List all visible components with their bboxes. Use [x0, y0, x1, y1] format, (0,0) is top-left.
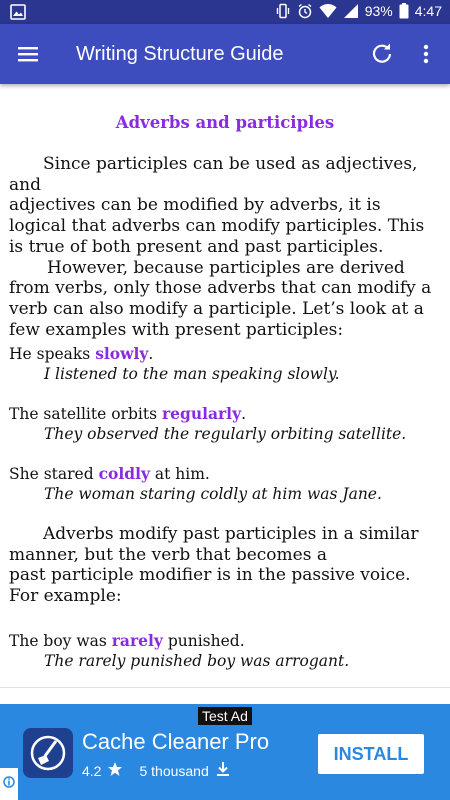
paragraph-line: is true of both present and past participles. [9, 236, 384, 257]
article-content [0, 86, 450, 686]
example-sentence: He speaks slowly. [9, 344, 154, 363]
app-title: Writing Structure Guide [76, 43, 284, 65]
adverb-highlight: slowly [95, 344, 149, 363]
ad-app-name[interactable]: Cache Cleaner Pro [82, 729, 270, 754]
example-participle-sentence: They observed the regularly orbiting satellite. [44, 425, 407, 443]
refresh-icon[interactable] [370, 42, 394, 66]
install-button[interactable]: INSTALL [318, 734, 424, 774]
battery-percent: 93% [364, 3, 393, 19]
star-icon [107, 761, 123, 780]
menu-icon[interactable] [14, 40, 42, 68]
paragraph-line: logical that adverbs can modify participles. This [9, 216, 425, 237]
adchoices-icon[interactable] [0, 768, 18, 800]
paragraph-line: For example: [9, 586, 122, 607]
example-participle-sentence: The woman staring coldly at him was Jane. [44, 485, 382, 503]
example-participle-sentence: The rarely punished boy was arrogant. [44, 652, 350, 670]
ad-downloads: 5 thousand [139, 762, 209, 779]
paragraph-2 [9, 524, 441, 607]
example-sentence: The boy was rarely punished. [9, 631, 245, 650]
adverb-highlight: rarely [111, 631, 163, 650]
battery-icon [399, 3, 409, 19]
paragraph-line: manner, but the verb that becomes a [9, 544, 327, 565]
ad-rating: 4.2 [82, 762, 102, 779]
vibrate-icon [275, 3, 291, 19]
example-sentence: She stared coldly at him. [9, 464, 210, 483]
status-bar [0, 0, 450, 24]
broom-icon[interactable] [23, 728, 73, 778]
paragraph-line: However, because participles are derived [47, 257, 405, 278]
adverb-highlight: coldly [98, 464, 150, 483]
paragraph-line: verb can also modify a participle. Let’s look at a [9, 298, 424, 319]
paragraph-line: Adverbs modify past participles in a similar [43, 524, 419, 544]
paragraph-line: from verbs, only those adverbs that can modify a [9, 278, 432, 299]
ad-banner[interactable] [0, 704, 450, 800]
example-participle-sentence: I listened to the man speaking slowly. [44, 365, 340, 383]
more-vert-icon[interactable] [416, 42, 436, 66]
paragraph-line: adjectives can be modified by adverbs, it is [9, 195, 381, 216]
app-bar [0, 24, 450, 84]
ad-meta [82, 761, 231, 780]
example-sentence: The satellite orbits regularly. [9, 404, 247, 423]
paragraph-line: few examples with present participles: [9, 319, 344, 340]
wifi-icon [319, 3, 337, 19]
adverb-highlight: regularly [161, 404, 242, 423]
download-icon [215, 761, 231, 780]
paragraph-1 [9, 154, 441, 340]
paragraph-line: past participle modifier is in the passive voice. [9, 565, 411, 586]
content-divider [0, 687, 450, 688]
image-icon [10, 4, 26, 20]
test-ad-label: Test Ad [198, 707, 252, 725]
article-heading: Adverbs and participles [115, 113, 335, 132]
paragraph-line: Since participles can be used as adjectives, and [9, 154, 418, 195]
clock: 4:47 [414, 3, 442, 19]
alarm-icon [297, 3, 313, 19]
signal-icon [343, 3, 359, 19]
